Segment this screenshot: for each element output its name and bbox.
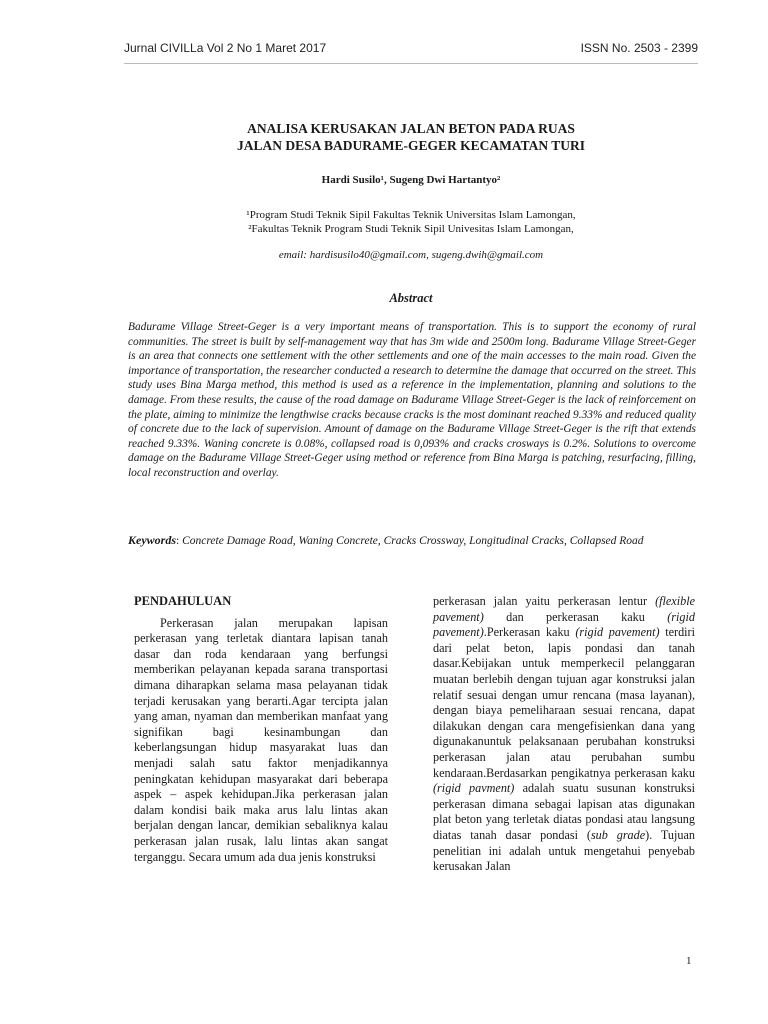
text-run: .Perkerasan kaku	[483, 625, 576, 640]
author-email: email: hardisusilo40@gmail.com, sugeng.dwih@gmail.com	[278, 249, 544, 261]
text-run: perkerasan jalan yaitu perkerasan lentur	[433, 594, 656, 608]
keywords-label: Keywords	[128, 533, 176, 547]
keywords	[128, 532, 696, 549]
text-run: dan perkerasan kaku	[483, 609, 668, 624]
abstract-heading: Abstract	[389, 291, 433, 305]
text-run: ). Tujuan penelitian ini adalah untuk mengetahui penyebab kerusakan Jalan	[433, 827, 695, 874]
section-heading: PENDAHULUAN	[134, 594, 232, 608]
issn: ISSN No. 2503 - 2399	[580, 41, 698, 55]
title-line-1: ANALISA KERUSAKAN JALAN BETON PADA RUAS	[247, 121, 575, 136]
header-divider	[124, 63, 698, 64]
italic-term: (rigid pavement)	[575, 625, 660, 640]
italic-term: (rigid pavement)	[433, 609, 695, 640]
intro-paragraph: Perkerasan jalan merupakan lapisan perkerasan yang terletak diantara lapisan tanah dasar dan roda kendaraan yang berfungsi memberikan pelayanan kepada sarana transportasi dimana diharapkan selama masa pelayanan tidak terjadi kerusakan yang berarti.Agar tercipta jalan yang aman, nyaman dan memberikan manfaat yang signifikan bagi kesinambungan dan keberlangsungan hidup masyarakat luas dan menjadi salah satu faktor menjadikannya peningkatan kehidupan masyarakat dari beberapa aspek – aspek kehidupan.Jika perkerasan jalan dalam kondisi baik maka arus lalu lintas akan berjalan dengan lancar, demikian sebaliknya kalau perkerasan jalan rusak, lalu lintas akan sangat terganggu. Secara umum ada dua jenis konstruksi	[134, 615, 388, 864]
text-run: adalah suatu susunan konstruksi perkerasan dimana sebagai lapisan atas digunakan plat beton yang terletak diatas pondasi atau langsung diatas tanah dasar pondasi (	[433, 781, 695, 842]
affiliation-1: ¹Program Studi Teknik Sipil Fakultas Teknik Universitas Islam Lamongan,	[246, 209, 576, 221]
running-header	[124, 41, 698, 63]
affiliation-2: ²Fakultas Teknik Program Studi Teknik Sipil Univesitas Islam Lamongan,	[248, 223, 574, 235]
affiliations	[124, 208, 698, 236]
text-run: terdiri dari pelat beton, lapis pondasi dan tanah dasar.Kebijakan untuk memperkecil pelanggaran muatan berlebih dengan tujuan agar konstruksi jalan relatif sesuai dengan umur rencana (masa layanan), dengan biaya pemeliharaan sesuai rencana, dapat dilakukan dengan cara mengefisienkan dana yang digunakanuntuk pelaksanaan perubahan konstruksi perkerasan jalan atau perubahan sumbu kendaraan.Berdasarkan pengikatnya perkerasan kaku	[433, 625, 695, 780]
abstract-body: Badurame Village Street-Geger is a very important means of transportation. This is to support the economy of rural communities. The street is built by self-management way that has 3m wide and 2500m long. Badurame Village Street-Geger is an area that connects one settlement with the other settlements and one of the main accesses to the main road. Given the importance of transportation, the researcher conducted a research to determine the damage that occurred on the street. This study uses Bina Marga method, this method is used as a reference in the implementation, planning and solutions to the damage. From these results, the cause of the road damage on Badurame Village Street-Geger is the lack of reinforcement on the plate, aiming to minimize the lengthwise cracks because cracks is the most dominant reached 9.33% and reduced quality of concrete due to the lack of supervision. Amount of damage on the Badurame Village Street-Geger is the rift that extends reached 9.33%. Waning concrete is 0.08%, collapsed road is 0,093% and cracks crosways is 0.2%. Solutions to overcome damage on the Badurame Village Street-Geger using method or reference from Bina Marga is patching, resurfacing, filling, local reconstruction and overlay.	[128, 321, 696, 479]
italic-term: (flexible pavement)	[433, 594, 695, 624]
left-column	[134, 594, 388, 865]
keywords-text: Concrete Damage Road, Waning Concrete, Cracks Crossway, Longitudinal Cracks, Collapsed Road	[179, 535, 644, 547]
italic-term: sub grade	[590, 827, 646, 842]
page-number: 1	[686, 955, 692, 967]
authors: Hardi Susilo¹, Sugeng Dwi Hartantyo²	[321, 174, 501, 186]
italic-term: (rigid pavment)	[433, 781, 515, 796]
journal-name: Jurnal CIVILLa Vol 2 No 1 Maret 2017	[124, 41, 327, 55]
keywords-colon: :	[176, 535, 180, 547]
right-paragraph	[433, 594, 695, 875]
right-column	[433, 594, 695, 875]
paper-title	[124, 120, 698, 154]
title-line-2: JALAN DESA BADURAME-GEGER KECAMATAN TURI	[236, 138, 586, 153]
